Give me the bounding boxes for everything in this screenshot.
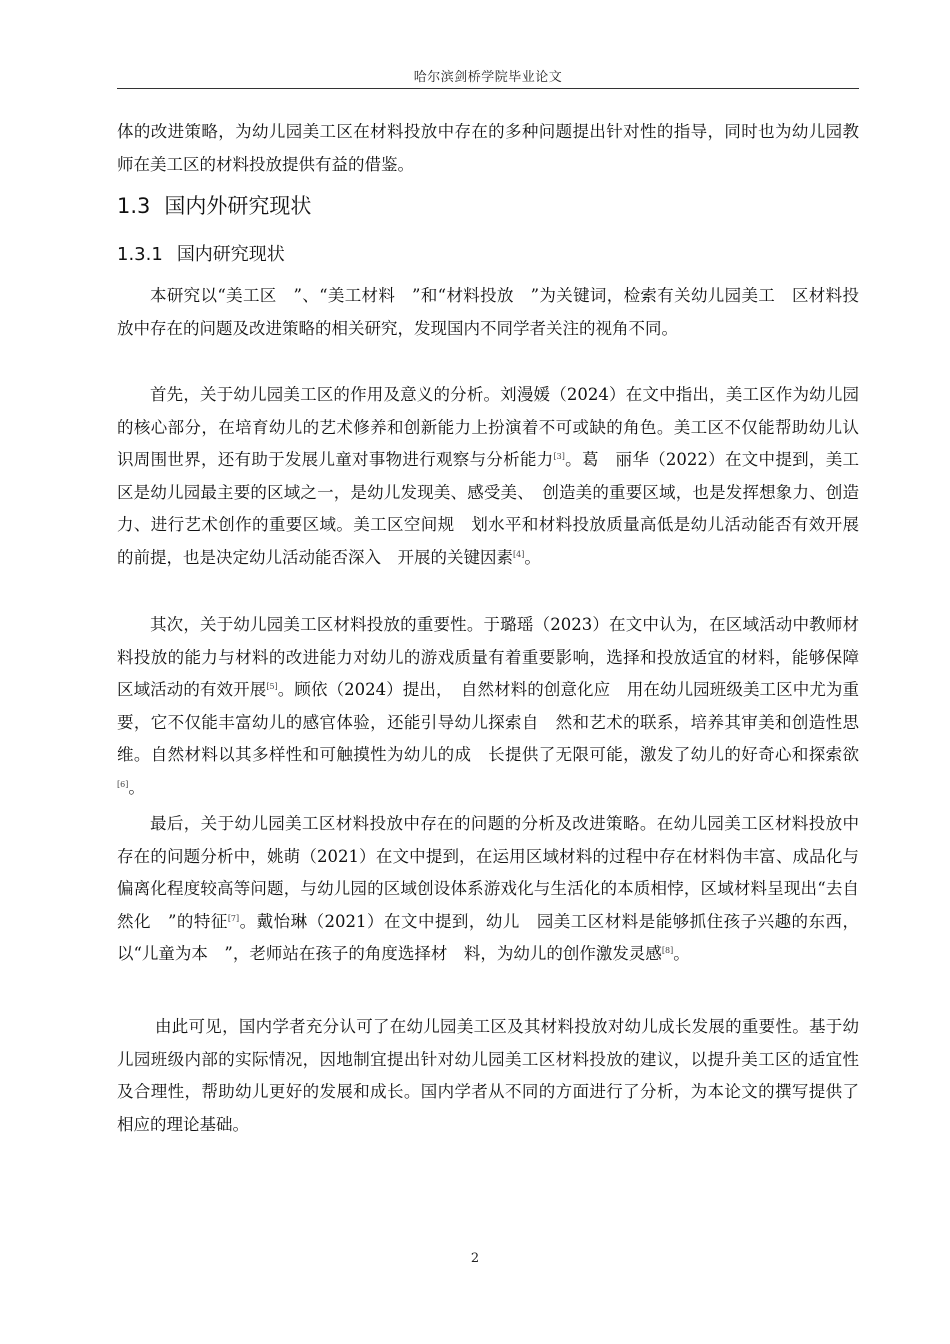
paragraph-problems-and-strategies xyxy=(117,808,859,971)
paragraph-material-importance xyxy=(117,609,859,805)
paragraph-text: 首先，关于幼儿园美工区的作用及意义的分析。刘漫媛（2024）在文中指出，美工区作为幼儿园的核心部分，在培育幼儿的艺术修养和创新能力上扮演着不可或缺的角色。美工区不仅能帮助幼儿认识周围世界，还有助于发展儿童对事物进行观察与分析能力 xyxy=(117,385,859,470)
citation-ref: [4] xyxy=(513,549,525,559)
subsection-title: 国内研究现状 xyxy=(176,244,285,265)
paragraph-text: 。 xyxy=(524,547,541,567)
section-number: 1.3 xyxy=(117,194,151,218)
section-title: 国内外研究现状 xyxy=(164,194,312,218)
paragraph-role-of-art-area xyxy=(117,379,859,575)
section-heading xyxy=(117,190,311,220)
continuation-paragraph: 体的改进策略，为幼儿园美工区在材料投放中存在的多种问题提出针对性的指导，同时也为幼儿园教师在美工区的材料投放提供有益的借鉴。 xyxy=(117,122,859,174)
paragraph-text: 。 xyxy=(128,777,145,797)
citation-ref: [8] xyxy=(661,946,674,956)
subsection-number: 1.3.1 xyxy=(117,244,163,265)
citation-ref: [7] xyxy=(227,913,240,923)
paragraph-text: 其次，关于幼儿园美工区材料投放的重要性。于璐瑶（2023）在文中认为，在区域活动中教师材料投放的能力与材料的改进能力对幼儿的游戏质量有着重要影响，选择和投放适宜的材料，能够保障区域活动的有效开展 xyxy=(117,615,859,700)
citation-ref: [6] xyxy=(117,779,129,789)
paragraph-text: 。戴怡琳（2021）在文中提到，幼儿 园美工区材料是能够抓住孩子兴趣的东西，以“儿童为本 ”，老师站在孩子的角度选择材 料，为幼儿的创作激发灵感 xyxy=(117,911,859,964)
paragraph-text: 。葛 丽华（2022）在文中提到，美工区是幼儿园最主要的区域之一，是幼儿发现美、感受美、 创造美的重要区域，也是发挥想象力、创造力、进行艺术创作的重要区域。美工区空间规 划水平和材料投放质量高低是幼儿活动能否有效开展的前提，也是决定幼儿活动能否深入 开展的关键因素 xyxy=(117,450,859,567)
citation-ref: [5] xyxy=(266,682,278,692)
running-header: 哈尔滨剑桥学院毕业论文 xyxy=(413,70,563,85)
paragraph-text: 。顾依（2024）提出， 自然材料的创意化应 用在幼儿园班级美工区中尤为重要，它不仅能丰富幼儿的感官体验，还能引导幼儿探索自 然和艺术的联系，培养其审美和创造性思维。自然材料以其多样性和可触摸性为幼儿的成 长提供了无限可能，激发了幼儿的好奇心和探索欲 xyxy=(117,680,860,765)
paragraph-text: 。 xyxy=(673,944,690,964)
header-divider xyxy=(117,88,859,89)
citation-ref: [3] xyxy=(553,452,565,462)
paragraph-text: 最后，关于幼儿园美工区材料投放中存在的问题的分析及改进策略。在幼儿园美工区材料投放中存在的问题分析中，姚萌（2021）在文中提到，在运用区域材料的过程中存在材料伪丰富、成品化与偏离化程度较高等问题，与幼儿园的区域创设体系游戏化与生活化的本质相悖，区域材料呈现出“去自然化 ”的特征 xyxy=(117,814,859,931)
page-number: 2 xyxy=(470,1251,480,1266)
paragraph-keywords: 本研究以“美工区 ”、“美工材料 ”和“材料投放 ”为关键词，检索有关幼儿园美工 区材料投放中存在的问题及改进策略的相关研究，发现国内不同学者关注的视角不同。 xyxy=(117,286,859,338)
paragraph-conclusion: 由此可见，国内学者充分认可了在幼儿园美工区及其材料投放对幼儿成长发展的重要性。基于幼儿园班级内部的实际情况，因地制宜提出针对幼儿园美工区材料投放的建议，以提升美工区的适宜性及合理性，帮助幼儿更好的发展和成长。国内学者从不同的方面进行了分析，为本论文的撰写提供了相应的理论基础。 xyxy=(117,1017,859,1134)
subsection-heading xyxy=(117,240,285,266)
